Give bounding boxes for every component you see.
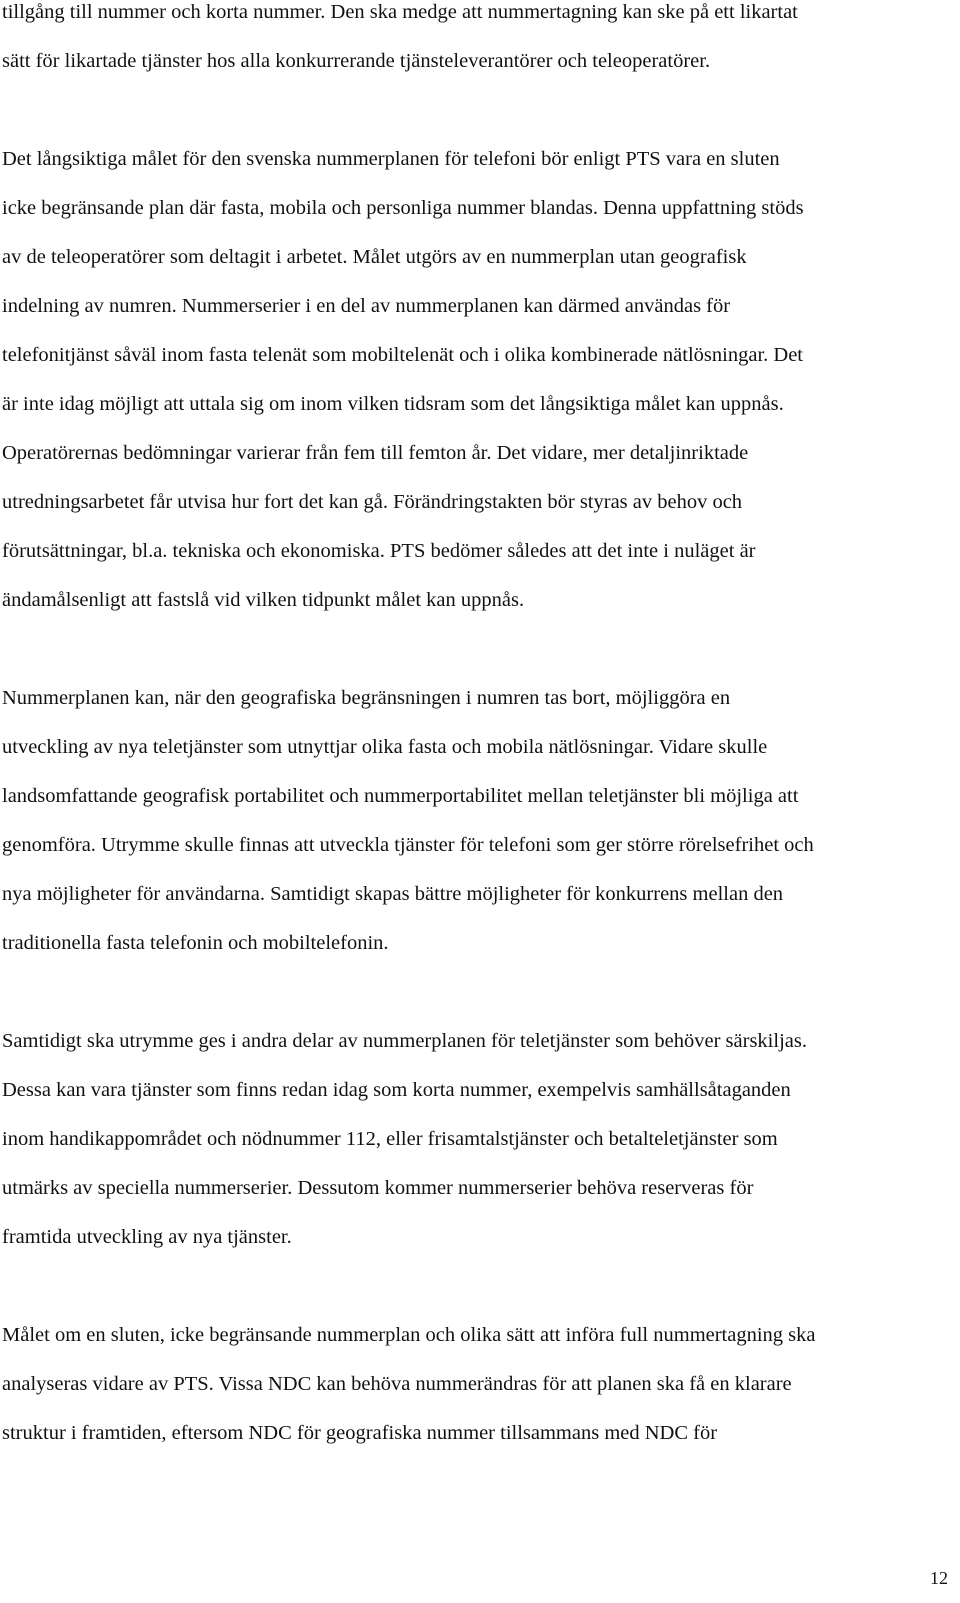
text-line: landsomfattande geografisk portabilitet och nummerportabilitet mellan teletjänster bli möjliga att [2, 785, 799, 807]
text-line: utveckling av nya teletjänster som utnyttjar olika fasta och mobila nätlösningar. Vidare skulle [2, 736, 768, 758]
text-line: Nummerplanen kan, när den geografiska begränsningen i numren tas bort, möjliggöra en [2, 687, 731, 709]
text-line: icke begränsande plan där fasta, mobila och personliga nummer blandas. Denna uppfattning stöds [2, 197, 804, 219]
text-line: telefonitjänst såväl inom fasta telenät som mobiltelenät och i olika kombinerade nätlösningar. Det [2, 344, 803, 366]
text-line: utredningsarbetet får utvisa hur fort det kan gå. Förändringstakten bör styras av behov och [2, 491, 743, 513]
text-line: ändamålsenligt att fastslå vid vilken tidpunkt målet kan uppnås. [2, 589, 525, 611]
text-line: tillgång till nummer och korta nummer. Den ska medge att nummertagning kan ske på ett likartat [2, 1, 798, 23]
text-line: är inte idag möjligt att uttala sig om inom vilken tidsram som det långsiktiga målet kan uppnås. [2, 393, 784, 415]
text-line: indelning av numren. Nummerserier i en del av nummerplanen kan därmed användas för [2, 295, 731, 317]
text-line: analyseras vidare av PTS. Vissa NDC kan behöva nummerändras för att planen ska få en klarare [2, 1373, 792, 1395]
text-line: Dessa kan vara tjänster som finns redan idag som korta nummer, exempelvis samhällsåtaganden [2, 1079, 791, 1101]
text-line: förutsättningar, bl.a. tekniska och ekonomiska. PTS bedömer således att det inte i nuläget är [2, 540, 756, 562]
text-line: Samtidigt ska utrymme ges i andra delar av nummerplanen för teletjänster som behöver särskiljas. [2, 1030, 807, 1052]
text-line: framtida utveckling av nya tjänster. [2, 1226, 292, 1248]
text-line: struktur i framtiden, eftersom NDC för geografiska nummer tillsammans med NDC för [2, 1422, 718, 1444]
text-line: av de teleoperatörer som deltagit i arbetet. Målet utgörs av en nummerplan utan geografisk [2, 246, 747, 268]
text-line: genomföra. Utrymme skulle finnas att utveckla tjänster för telefoni som ger större rörelsefrihet och [2, 834, 814, 856]
text-line: inom handikappområdet och nödnummer 112, eller frisamtalstjänster och betalteletjänster som [2, 1128, 778, 1150]
page-number: 12 [930, 1568, 948, 1588]
text-line: Målet om en sluten, icke begränsande nummerplan och olika sätt att införa full nummertagning ska [2, 1324, 816, 1346]
text-line: sätt för likartade tjänster hos alla konkurrerande tjänsteleverantörer och teleoperatörer. [2, 50, 711, 72]
text-line: nya möjligheter för användarna. Samtidigt skapas bättre möjligheter för konkurrens mellan den [2, 883, 784, 905]
text-line: utmärks av speciella nummerserier. Dessutom kommer nummerserier behöva reserveras för [2, 1177, 754, 1199]
text-line: Operatörernas bedömningar varierar från fem till femton år. Det vidare, mer detaljinriktade [2, 442, 749, 464]
text-line: traditionella fasta telefonin och mobiltelefonin. [2, 932, 389, 954]
text-line: Det långsiktiga målet för den svenska nummerplanen för telefoni bör enligt PTS vara en sluten [2, 148, 780, 170]
